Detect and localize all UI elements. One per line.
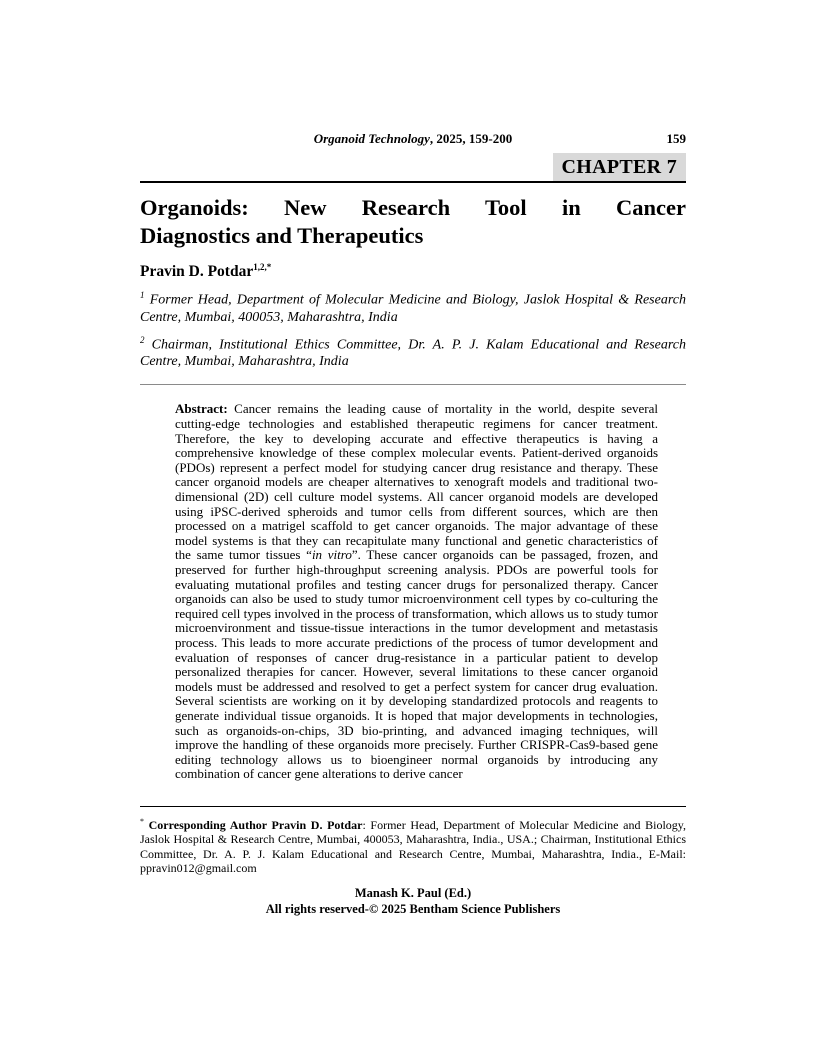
abstract-body-part1: Cancer remains the leading cause of mortality in the world, despite several cutting-edge technologies and established therapeutic regimens for cancer treatment. Therefore, the key to developing accurate and effective therapeutics is having a comprehensive knowledge of these complex molecular events. Patient-derived organoids (PDOs) represent a perfect model for studying cancer drug resistance and therapy. These cancer organoid models are cheaper alternatives to xenograft models and traditional two-dimensional (2D) cell culture model systems. All cancer organoid models are developed using iPSC-derived spheroids and tumor cells from different sources, which are then processed on a matrigel scaffold to get cancer organoids. The major advantage of these model systems is that they can recapitulate many functional and genetic characteristics of the same tumor tissues “ bbox=[175, 401, 658, 563]
footnote-marker: * bbox=[140, 816, 144, 826]
journal-issue-pages: , 2025, 159-200 bbox=[429, 131, 513, 146]
footnote-text: : Former Head, Department of Molecular Medicine and Biology, Jaslok Hospital & Research Centre, Mumbai, 400053, Maharashtra, India., USA.; Chairman, Institutional Ethics Committee, Dr. A. P. J. Kalam Educational and Research Centre, Mumbai, Maharashtra, India., E-Mail: ppravin012@gmail.com bbox=[140, 817, 686, 876]
affiliation-divider bbox=[140, 384, 686, 385]
affiliation-1 bbox=[140, 287, 686, 326]
affiliation-2 bbox=[140, 332, 686, 371]
chapter-banner-row bbox=[140, 153, 686, 183]
page-number: 159 bbox=[666, 131, 686, 146]
author-superscript: 1,2,* bbox=[253, 262, 272, 272]
abstract-paragraph bbox=[175, 402, 658, 781]
abstract-italic-phrase: in vitro bbox=[311, 547, 352, 563]
abstract-label: Abstract: bbox=[175, 401, 228, 417]
footer-editor-line: Manash K. Paul (Ed.) bbox=[354, 885, 472, 900]
affiliation-1-marker: 1 bbox=[140, 290, 145, 301]
page-content bbox=[140, 131, 686, 917]
author-name: Pravin D. Potdar bbox=[140, 263, 254, 281]
running-head-title bbox=[314, 131, 513, 146]
abstract-body-part2: ”. These cancer organoids can be passaged, frozen, and preserved for further high-throughput screening analysis. PDOs are powerful tools for evaluating mutational profiles and testing cancer drugs for personalized therapy. Cancer organoids can also be used to study tumor microenvironment cell types by co-culturing the required cell types involved in the process of transformation, which allows us to study tumor microenvironment and tissue-tissue interactions in the tumor development and metastasis process. This leads to more accurate predictions of the process of tumor development and evaluation of responses of cancer drug-resistance in a particular patient to develop personalized therapies for cancer. However, several limitations to these cancer organoid models must be addressed and resolved to get a perfect system for cancer drug evaluation. Several scientists are working on it by developing standardized protocols and reagents to generate individual tissue organoids. It is hoped that major developments in technologies, such as organoids-on-chips, 3D bio-printing, and advanced imaging techniques, will improve the handling of these organoids more precisely. Further CRISPR-Cas9-based gene editing technology allows us to bioengineer normal organoids by introducing any combination of cancer gene alterations to derive cancer bbox=[175, 547, 659, 782]
author-line bbox=[140, 262, 686, 281]
chapter-title bbox=[140, 194, 686, 250]
chapter-title-line2: Diagnostics and Therapeutics bbox=[140, 223, 424, 248]
footnote-bold-lead: Corresponding Author Pravin D. Potdar bbox=[144, 817, 363, 832]
footnote-divider bbox=[140, 806, 686, 807]
chapter-title-line1: Organoids: New Research Tool in Cancer bbox=[140, 195, 686, 220]
affiliation-2-text: Chairman, Institutional Ethics Committee, Dr. A. P. J. Kalam Educational and Research Centre, Mumbai, Maharashtra, India bbox=[140, 337, 686, 370]
page-footer bbox=[140, 885, 686, 917]
affiliation-1-text: Former Head, Department of Molecular Medicine and Biology, Jaslok Hospital & Research Centre, Mumbai, 400053, Maharashtra, India bbox=[140, 292, 686, 325]
journal-title: Organoid Technology bbox=[313, 131, 430, 146]
corresponding-author-footnote bbox=[140, 815, 686, 876]
running-head bbox=[140, 131, 686, 148]
chapter-label: CHAPTER 7 bbox=[553, 153, 686, 181]
affiliation-2-marker: 2 bbox=[140, 334, 145, 345]
footer-rights-line: All rights reserved-© 2025 Bentham Science Publishers bbox=[265, 901, 561, 916]
